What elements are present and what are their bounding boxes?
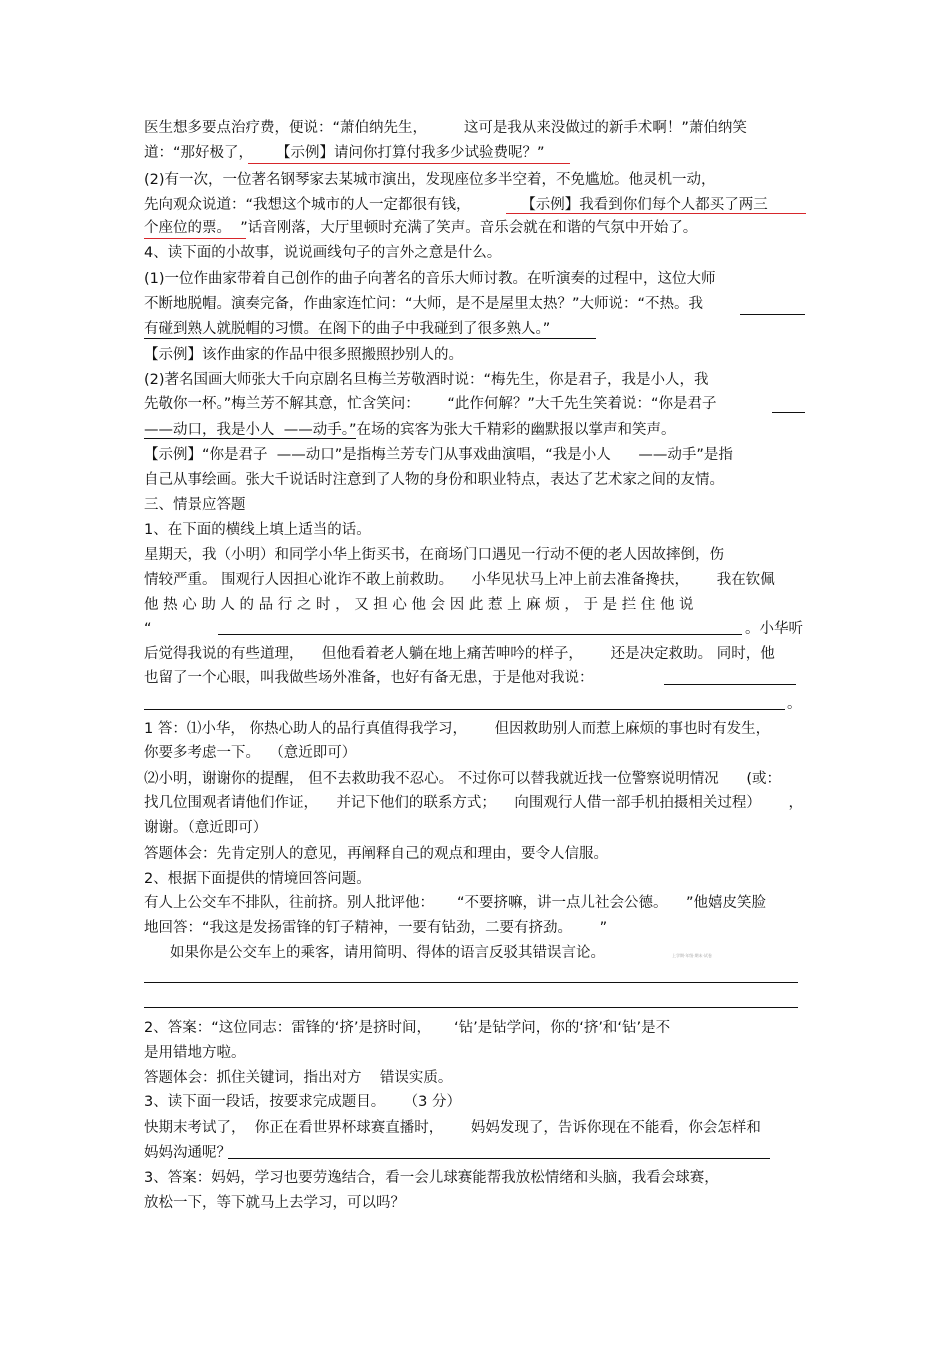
answer-line: ⑵小明，谢谢你的提醒， 但不去救助我不忍心。 不过你可以替我就近找一位警察说明情况 (或：	[144, 771, 782, 787]
text-line: 。	[787, 696, 802, 712]
text-line: 如果你是公交车上的乘客，请用简明、得体的语言反驳其错误言论。	[170, 945, 605, 961]
text-line: 后觉得我说的有些道理， 但他看着老人躺在地上痛苦呻吟的样子， 还是决定救助。 同时，他	[144, 646, 775, 662]
text-line: 也留了一个心眼，叫我做些场外准备，也好有备无患，于是他对我说：	[144, 670, 594, 686]
answer-blank	[144, 982, 798, 983]
answer-line: 放松一下，等下就马上去学习，可以吗？	[144, 1195, 405, 1211]
example-underline	[248, 163, 570, 164]
answer-line: 3、答案：妈妈，学习也要劳逸结合，看一会儿球赛能帮我放松情绪和头脑，我看会球赛，	[144, 1170, 719, 1186]
underlined-sentence: 有碰到熟人就脱帽的习惯。在阁下的曲子中我碰到了很多熟人。”	[144, 321, 551, 337]
sentence-underline	[144, 338, 596, 339]
answer-line: 1 答：⑴小华， 你热心助人的品行真值得我学习， 但因救助别人而惹上麻烦的事也时有发生，	[144, 721, 771, 737]
text-line: 妈妈沟通呢？	[144, 1145, 231, 1161]
answer-line: 找几位围观者请他们作证， 并记下他们的联系方式； 向围观行人借一部手机拍摄相关过程） ，	[144, 795, 804, 811]
text-line: 有人上公交车不排队，往前挤。别人批评他： “不要挤嘛，讲一点儿社会公德。 ”他嬉皮笑脸	[144, 895, 767, 911]
text-line: 不断地脱帽。演奏完备，作曲家连忙问：“大师，是不是屋里太热？”大师说：“不热。我	[144, 296, 704, 312]
answer-blank	[228, 1158, 770, 1159]
sentence-underline	[772, 412, 805, 413]
section-heading: 三、情景应答题	[144, 497, 246, 513]
text-line: (2)有一次，一位著名钢琴家去某城市演出，发现座位多半空着，不免尴尬。他灵机一动，	[144, 172, 716, 188]
faint-mark: 上学期·年级·期末·试卷	[672, 953, 712, 958]
text-line: 【示例】“你是君子 ——动口”是指梅兰芳专门从事戏曲演唱，“我是小人 ——动手”是指	[144, 447, 733, 463]
text-line: 自己从事绘画。张大千说话时注意到了人物的身份和职业特点，表达了艺术家之间的友情。	[144, 472, 724, 488]
text-line: 先敬你一杯。”梅兰芳不解其意，忙含笑问： “此作何解？”大千先生笑着说：“你是君子	[144, 396, 717, 412]
text-line: 情较严重。 围观行人因担心讹诈不敢上前救助。 小华见状马上冲上前去准备搀扶， 我在钦佩	[144, 572, 775, 588]
text-line: 1、在下面的横线上填上适当的话。	[144, 522, 371, 538]
answer-line: 谢谢。（意近即可）	[144, 820, 268, 836]
text-line: 个座位的票。 ”话音刚落，大厅里顿时充满了笑声。音乐会就在和谐的气氛中开始了。	[144, 220, 698, 236]
text-line: 答题体会：抓住关键词，指出对方 错误实质。	[144, 1070, 453, 1086]
text-line: 【示例】该作曲家的作品中很多照搬照抄别人的。	[144, 347, 463, 363]
text-line: 快期末考试了， 你正在看世界杯球赛直播时， 妈妈发现了，告诉你现在不能看，你会怎样和	[144, 1120, 761, 1136]
example-underline	[144, 238, 246, 239]
answer-blank	[218, 634, 742, 635]
answer-blank	[144, 1007, 798, 1008]
answer-line: 你要多考虑一下。 （意近即可）	[144, 745, 357, 761]
answer-blank	[144, 709, 785, 710]
text-line: 答题体会：先肯定别人的意见，再阐释自己的观点和理由，要令人信服。	[144, 846, 608, 862]
text-line: 医生想多要点治疗费，便说：“萧伯纳先生， 这可是我从来没做过的新手术啊！”萧伯纳笑	[144, 120, 747, 136]
answer-line: 是用错地方啦。	[144, 1045, 246, 1061]
sentence-underline	[144, 438, 356, 439]
section-heading: 2、根据下面提供的情境回答问题。	[144, 871, 371, 887]
section-heading: 4、读下面的小故事，说说画线句子的言外之意是什么。	[144, 245, 502, 261]
text-line: 地回答：“我这是发扬雷锋的钉子精神，一要有钻劲，二要有挤劲。 ”	[144, 920, 608, 936]
text-line: “	[144, 621, 152, 637]
text-line: (1)一位作曲家带着自己创作的曲子向著名的音乐大师讨教。在听演奏的过程中，这位大师	[144, 271, 716, 287]
answer-blank	[664, 684, 796, 685]
section-heading: 3、读下面一段话，按要求完成题目。 （3 分）	[144, 1094, 461, 1110]
text-line: (2)著名国画大师张大千向京剧名旦梅兰芳敬酒时说：“梅先生，你是君子，我是小人，我	[144, 372, 709, 388]
text-line: 他 热 心 助 人 的 品 行 之 时 ， 又 担 心 他 会 因 此 惹 上 麻 烦 ， 于 是 拦 住 他 说	[144, 597, 694, 613]
example-underline	[506, 213, 806, 214]
text-line: 先向观众说道：“我想这个城市的人一定都很有钱， 【示例】我看到你们每个人都买了两三	[144, 197, 768, 213]
text-line: 道：“那好极了， 【示例】请问你打算付我多少试验费呢？”	[144, 145, 545, 161]
text-line: 星期天，我（小明）和同学小华上街买书，在商场门口遇见一行动不便的老人因故摔倒，伤	[144, 547, 724, 563]
sentence-underline	[740, 314, 805, 315]
answer-line: 2、答案：“这位同志：雷锋的‘挤’是挤时间， ‘钻’是钻学问，你的‘挤’和‘钻’是不	[144, 1020, 671, 1036]
underlined-sentence: ——动口，我是小人 ——动手。”在场的宾客为张大千精彩的幽默报以掌声和笑声。	[144, 422, 676, 438]
text-line: 。小华听	[745, 621, 803, 637]
